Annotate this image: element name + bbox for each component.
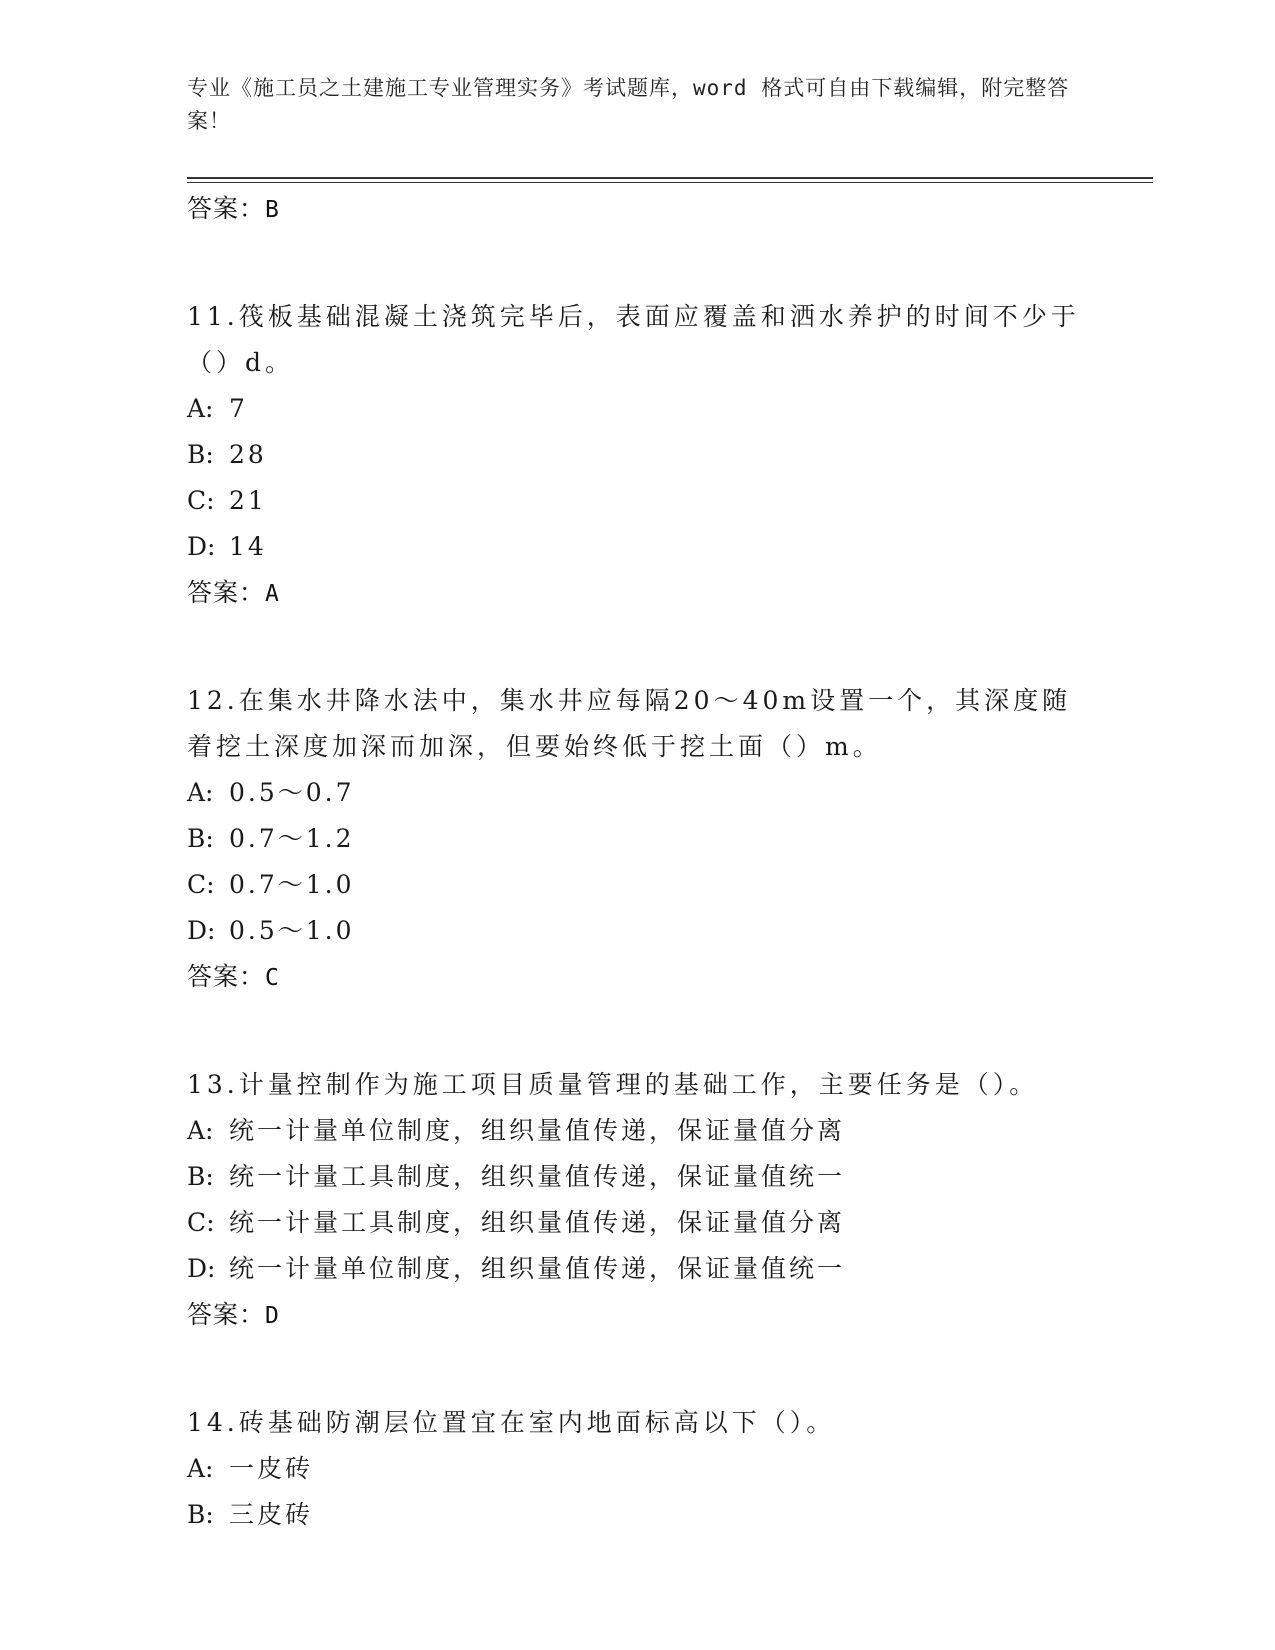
option-letter: A: (187, 394, 214, 423)
option-text: 统一计量工具制度，组织量值传递，保证量值统一 (229, 1162, 846, 1191)
option-text: 21 (229, 486, 267, 515)
option-text: 0.5～1.0 (229, 916, 355, 945)
answer-value: D (265, 1303, 280, 1329)
question-spacer (187, 616, 1087, 678)
question-text: 14.砖基础防潮层位置宜在室内地面标高以下（）。 (187, 1408, 836, 1437)
question-spacer (187, 232, 1087, 294)
answer-line (187, 570, 1087, 616)
question-text: 13.计量控制作为施工项目质量管理的基础工作，主要任务是（）。 (187, 1070, 1039, 1099)
question-block (187, 294, 1087, 616)
answer-label: 答案： (187, 1300, 266, 1329)
header-divider-thin (187, 182, 1153, 183)
option-letter: B: (187, 440, 214, 469)
option-letter: D: (187, 1254, 216, 1283)
option-d (187, 1246, 1087, 1292)
option-a (187, 1446, 1087, 1492)
option-d (187, 524, 1087, 570)
question-text: 12.在集水井降水法中，集水井应每隔20～40m设置一个，其深度随着挖土深度加深而加深，但要始终低于挖土面（）m。 (187, 686, 1072, 761)
document-description: 专业《施工员之土建施工专业管理实务》考试题库，word 格式可自由下载编辑，附完整答案！ (187, 76, 1070, 133)
question-block (187, 1400, 1087, 1538)
question-list (187, 186, 1087, 1538)
option-letter: A: (187, 1454, 214, 1483)
option-letter: B: (187, 1500, 214, 1529)
option-text: 三皮砖 (229, 1500, 314, 1529)
answer-label: 答案： (187, 578, 266, 607)
answer-value: B (265, 197, 280, 223)
question-block (187, 678, 1087, 1000)
option-letter: B: (187, 824, 214, 853)
option-letter: A: (187, 778, 214, 807)
question-block (187, 1062, 1087, 1338)
question-spacer (187, 1000, 1087, 1062)
option-text: 28 (229, 440, 267, 469)
option-text: 14 (229, 532, 267, 561)
option-b (187, 432, 1087, 478)
option-letter: A: (187, 1116, 214, 1145)
option-text: 0.5～0.7 (229, 778, 355, 807)
option-d (187, 908, 1087, 954)
option-text: 0.7～1.0 (229, 870, 355, 899)
option-c (187, 862, 1087, 908)
option-c (187, 1200, 1087, 1246)
option-text: 0.7～1.2 (229, 824, 355, 853)
answer-line (187, 186, 1087, 232)
option-letter: D: (187, 916, 216, 945)
option-letter: B: (187, 1162, 214, 1191)
option-a (187, 770, 1087, 816)
option-b (187, 1492, 1087, 1538)
answer-label: 答案： (187, 962, 266, 991)
option-b (187, 816, 1087, 862)
option-letter: C: (187, 486, 215, 515)
option-b (187, 1154, 1087, 1200)
question-text: 11.筏板基础混凝土浇筑完毕后，表面应覆盖和洒水养护的时间不少于（）d。 (187, 302, 1080, 377)
option-letter: D: (187, 532, 216, 561)
option-c (187, 478, 1087, 524)
option-letter: C: (187, 870, 215, 899)
answer-label: 答案： (187, 194, 266, 223)
option-text: 统一计量单位制度，组织量值传递，保证量值分离 (229, 1116, 846, 1145)
option-text: 统一计量单位制度，组织量值传递，保证量值统一 (229, 1254, 846, 1283)
header-divider-thick (187, 177, 1153, 179)
option-a (187, 386, 1087, 432)
option-text: 一皮砖 (229, 1454, 314, 1483)
answer-line (187, 954, 1087, 1000)
option-text: 7 (229, 394, 248, 423)
option-text: 统一计量工具制度，组织量值传递，保证量值分离 (229, 1208, 846, 1237)
option-letter: C: (187, 1208, 215, 1237)
option-a (187, 1108, 1087, 1154)
question-spacer (187, 1338, 1087, 1400)
answer-line (187, 1292, 1087, 1338)
answer-value: A (265, 581, 280, 607)
answer-value: C (265, 965, 280, 991)
